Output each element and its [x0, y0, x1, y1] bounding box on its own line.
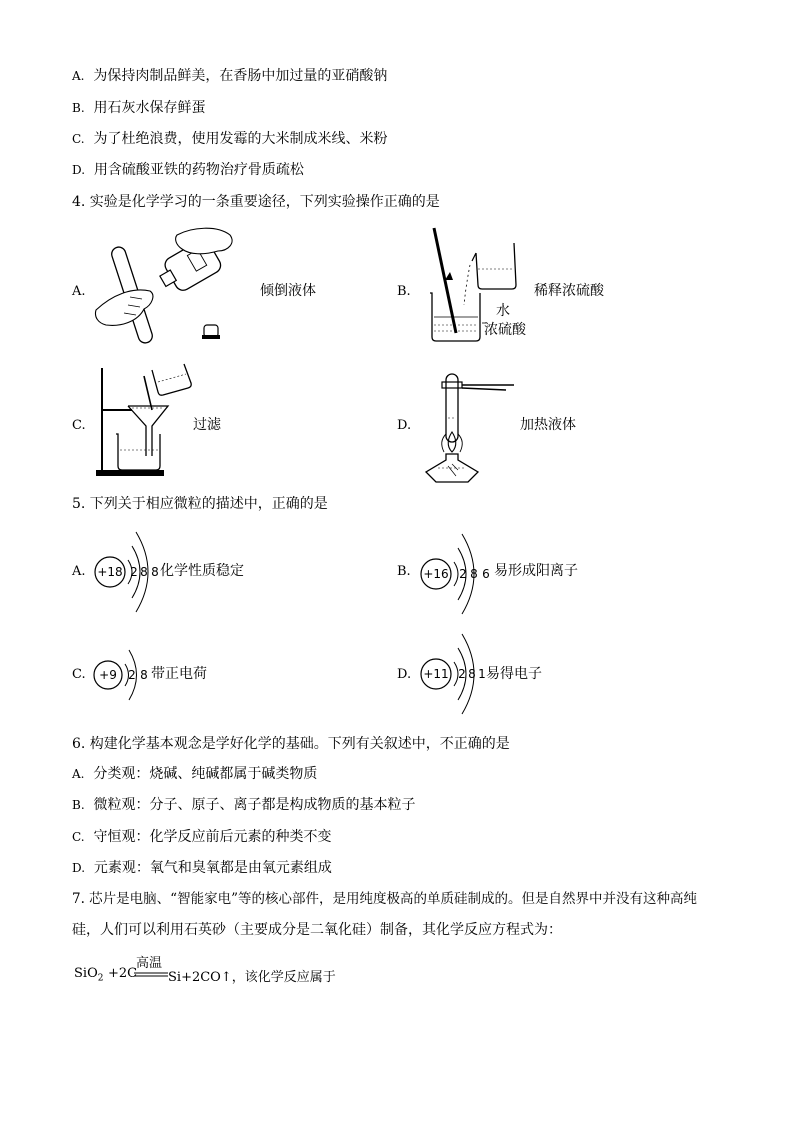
shell-electrons: 6	[482, 567, 490, 581]
q3-option-b	[72, 98, 206, 118]
q4-option-b-caption: 稀释浓硫酸	[534, 283, 604, 299]
option-label: B.	[72, 798, 85, 812]
eq-reactant: SiO$_2$	[74, 966, 104, 984]
q4-option-a-label: A.	[72, 284, 86, 299]
option-label: B.	[72, 101, 85, 115]
chemical-equation	[72, 954, 492, 990]
option-text: 用含硫酸亚铁的药物治疗骨质疏松	[93, 162, 304, 178]
option-text: 为保持肉制品鲜美，在香肠中加过量的亚硝酸钠	[93, 68, 388, 84]
option-text: 守恒观：化学反应前后元素的种类不变	[93, 829, 332, 845]
option-text: 微粒观：分子、原子、离子都是构成物质的基本粒子	[93, 797, 416, 813]
q4-option-c-caption: 过滤	[193, 417, 221, 433]
option-label: C.	[72, 132, 85, 146]
q3-option-c	[72, 129, 387, 149]
atom-nucleus: +18	[97, 565, 123, 579]
option-label: A.	[72, 69, 85, 83]
atom-nucleus: +16	[423, 567, 449, 581]
q4-option-d-label: D.	[397, 418, 412, 433]
q5-stem: 5. 下列关于相应微粒的描述中，正确的是	[72, 496, 328, 512]
heating-liquid-illustration	[418, 368, 528, 484]
q4-option-b-acid: 浓硫酸	[484, 322, 526, 338]
option-label: D.	[72, 861, 86, 875]
q4-option-b-label: B.	[397, 284, 411, 299]
option-text: 元素观：氧气和臭氧都是由氧元素组成	[93, 860, 332, 876]
q5-option-d-label: D.	[397, 667, 412, 682]
q6-option-a	[72, 764, 317, 784]
option-label: D.	[72, 163, 86, 177]
option-label: A.	[72, 767, 85, 781]
eq-double-line	[134, 972, 168, 978]
shell-electrons: 2	[130, 565, 138, 579]
pouring-liquid-illustration	[92, 225, 242, 355]
shell-electrons: 8	[470, 567, 478, 581]
option-text: 分类观：烧碱、纯碱都属于碱类物质	[93, 766, 318, 782]
q5-option-c-desc: 带正电荷	[151, 666, 207, 682]
atom-nucleus: +9	[99, 668, 117, 682]
q6-option-b	[72, 795, 416, 815]
shell-electrons: 2	[459, 567, 467, 581]
q7-stem-line1: 7. 芯片是电脑、“智能家电”等的核心部件，是用纯度极高的单质硅制成的。但是自然界中并没有这种高纯	[72, 891, 697, 907]
q5-option-b-desc: 易形成阳离子	[494, 563, 578, 579]
option-label: C.	[72, 830, 85, 844]
atom-structure-c	[92, 640, 152, 710]
q6-option-d	[72, 858, 332, 878]
q4-option-d-caption: 加热液体	[520, 417, 576, 433]
shell-electrons: 8	[151, 565, 159, 579]
eq-reactant-2: +2C	[108, 966, 138, 981]
shell-electrons: 2	[128, 668, 136, 682]
shell-electrons: 8	[468, 667, 476, 681]
eq-products: Si+2CO↑，该化学反应属于	[168, 970, 336, 985]
q5-option-b-label: B.	[397, 564, 411, 579]
q5-option-a-label: A.	[72, 564, 86, 579]
atom-structure-b	[418, 528, 498, 620]
q5-option-d-desc: 易得电子	[486, 666, 542, 682]
q4-option-a-caption: 倾倒液体	[260, 283, 316, 299]
q4-option-b-water: 水	[496, 303, 510, 319]
filtration-illustration	[92, 362, 202, 478]
q3-option-a	[72, 66, 387, 86]
q6-stem: 6. 构建化学基本观念是学好化学的基础。下列有关叙述中，不正确的是	[72, 736, 510, 752]
option-text: 为了杜绝浪费，使用发霉的大米制成米线、米粉	[93, 131, 388, 147]
q5-option-c-label: C.	[72, 667, 86, 682]
option-text: 用石灰水保存鲜蛋	[93, 100, 206, 116]
shell-electrons: 8	[140, 668, 148, 682]
atom-nucleus: +11	[423, 667, 449, 681]
q5-option-a-desc: 化学性质稳定	[160, 563, 244, 579]
shell-electrons: 2	[458, 667, 466, 681]
q4-stem: 4. 实验是化学学习的一条重要途径，下列实验操作正确的是	[72, 194, 440, 210]
shell-electrons: 1	[478, 667, 486, 681]
q3-option-d	[72, 160, 304, 180]
eq-condition: 高温	[136, 956, 163, 971]
q7-stem-line2: 硅，人们可以利用石英砂（主要成分是二氧化硅）制备，其化学反应方程式为：	[72, 922, 562, 938]
q6-option-c	[72, 827, 331, 847]
shell-electrons: 8	[140, 565, 148, 579]
q4-option-c-label: C.	[72, 418, 86, 433]
